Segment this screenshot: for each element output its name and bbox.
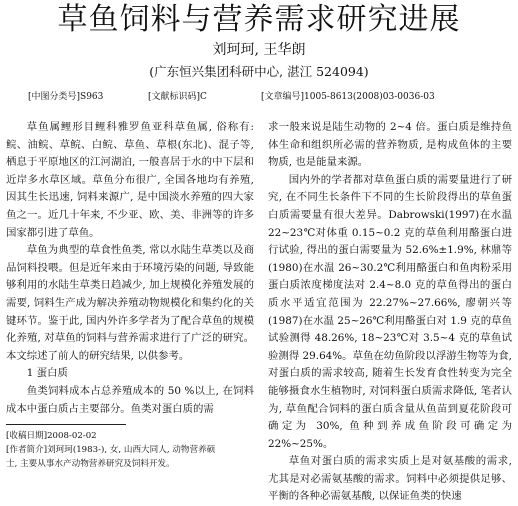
document-code: [文献标识码]C [148, 92, 207, 102]
footnotes [6, 429, 256, 471]
paragraph-intro-2: 草鱼为典型的草食性鱼类, 常以水陆生草类以及商品饲料投喂。但是近年来由于环境污染的问题, 导致能够利用的水陆生草类日趋减少, 加上规模化养殖发展的需要, 饲料生产成为解决养殖动物规模化和集约化的关键环节。鉴于此, 国内外许多学者为了配合草鱼的规模化养殖, 对草鱼的饲料与营养需求进行了广泛的研究。本文综述了前人的研究结果, 以供参考。 [6, 244, 254, 362]
paragraph-intro-1: 草鱼属鲤形目鲤科雅罗鱼亚科草鱼属, 俗称有: 鲩、油鲩、草鲩、白鲩、草鱼、草根(东北)、混子等, 栖息于平原地区的江河湖泊, 一般喜居于水的中下层和近岸多水草区域。草鱼分布很广, 全国各地均有养殖, 因其生长迅速, 饲料来源广, 是中国淡水养殖的四大家鱼之一。近几十年来, 不少亚、欧、美、非洲等的许多国家都引进了草鱼。 [6, 121, 254, 239]
section-heading-protein: 1 蛋白质 [26, 367, 68, 380]
paragraph-protein-1: 鱼类饲料成本占总养殖成本的 50 %以上, 在饲料成本中蛋白质占主要部分。鱼类对蛋白质的需 [6, 384, 254, 415]
paper-affiliation: (广东恒兴集团科研中心, 湛江 524094) [149, 64, 369, 79]
clc-number: [中图分类号]S963 [28, 92, 104, 102]
paragraph-protein-3: 草鱼对蛋白质的需求实质上是对氨基酸的需求, 尤其是对必需氨基酸的需求。饲料中必须提供足够、平衡的各种必需氨基酸, 以保证鱼类的快速 [268, 455, 512, 503]
article-number: [文章编号]1005-8613(2008)03-0036-03 [261, 92, 435, 102]
paper-title: 草鱼饲料与营养需求研究进展 [57, 2, 461, 37]
footnote-divider [6, 424, 126, 425]
paragraph-protein-2: 国内外的学者都对草鱼蛋白质的需要量进行了研究, 在不同生长条件下不同的生长阶段得出的草鱼蛋白质需要量有很大差异。Dabrowski(1997)在水温 22~23℃对体重 0.15~0.2 克的草鱼利用酪蛋白进行试验, 得出的蛋白需要量为 52.6%±1.9%, 林鼎等(1980)在水温 26~30.2℃利用酪蛋白和鱼肉粉采用蛋白质浓度梯度法对 2.4~8.0 克的草鱼得出的蛋白质水平适宜范围为 22.27%~27.66%, 廖朝兴等(1987)在水温 25~26℃利用酪蛋白对 1.9 克的草鱼试验测得 48.26%, 18~23℃对 3.5~4 克的草鱼试验测得 29.64%。草鱼在幼鱼阶段以浮游生物等为食, 对蛋白质的需求较高, 随着生长发育食性转变为完全能够摄食水生植物时, 对饲料蛋白质需求降低, 笔者认为, 草鱼配合饲料的蛋白质含量从鱼苗到夏花阶段可确定为 30%, 鱼种到养成鱼阶段可确定为 22%~25%。 [268, 173, 512, 450]
footnote-author-bio: [作者简介]刘珂珂(1983-), 女, 山西大同人, 动物营养硕 [6, 445, 216, 455]
paragraph-protein-cont: 求一般来说是陆生动物的 2~4 倍。蛋白质是维持鱼体生命和组织所必需的营养物质, 是构成鱼体的主要物质, 也是能量来源。 [268, 121, 512, 169]
footnote-author-bio-cont: 士, 主要从事水产动物营养研究及饲料开发。 [6, 459, 175, 469]
paper-authors: 刘珂珂, 王华朗 [212, 42, 306, 58]
left-column [6, 119, 254, 421]
right-column [268, 119, 512, 503]
footnote-received-date: [收稿日期]2008-02-02 [6, 431, 97, 441]
